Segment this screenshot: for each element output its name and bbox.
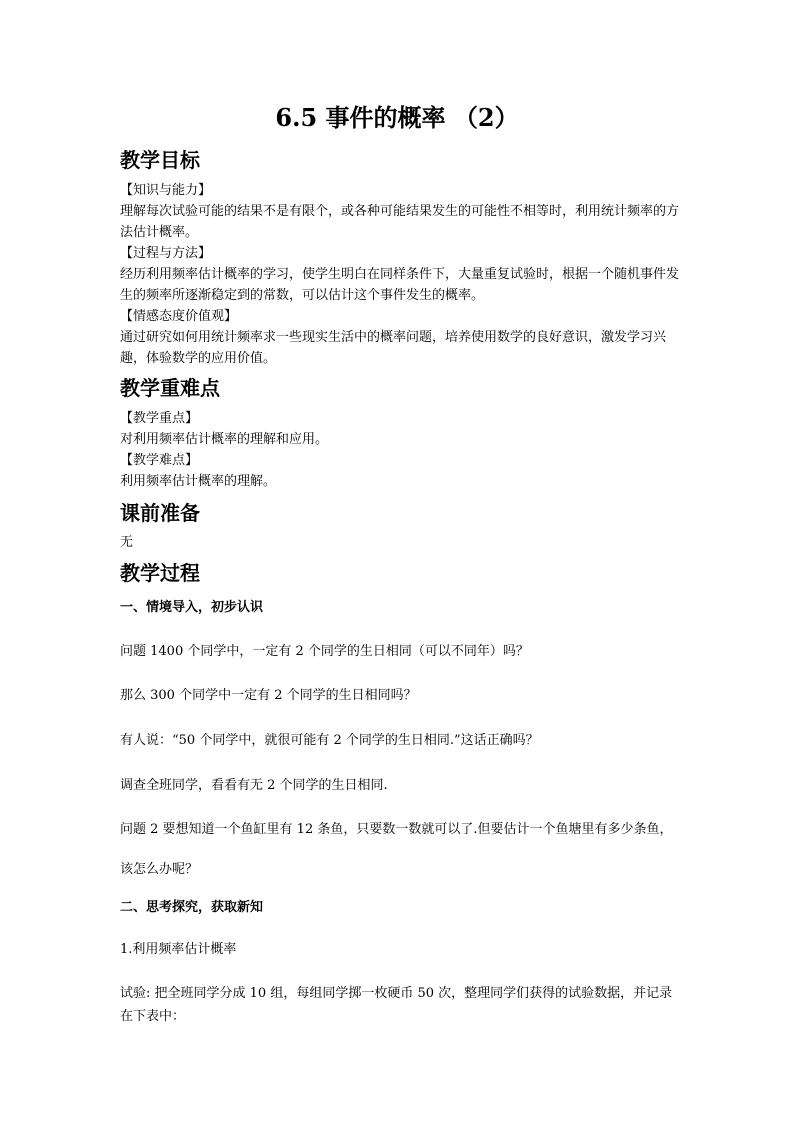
section-heading-process: 教学过程 (120, 561, 200, 585)
part1-title: 一、情境导入，初步认识 (120, 600, 264, 615)
knowledge-label: 【知识与能力】 (120, 183, 212, 198)
question-1c: 有人说：“50 个同学中，就很可能有 2 个同学的生日相同.”这话正确吗？ (120, 733, 539, 748)
question-2: 问题 2 要想知道一个鱼缸里有 12 条鱼，只要数一数就可以了.但要估计一个鱼塘里有多少条鱼，该怎么办呢？ (120, 822, 673, 877)
process-text: 经历利用频率估计概率的学习，使学生明白在同样条件下，大量重复试验时，根据一个随机事件发生的频率所逐渐稳定到的常数，可以估计这个事件发生的概率。 (120, 267, 680, 303)
emotion-text: 通过研究如何用统计频率求一些现实生活中的概率问题，培养使用数学的良好意识，激发学习兴趣，体验数学的应用价值。 (120, 330, 667, 366)
question-1d: 调查全班同学，看看有无 2 个同学的生日相同. (120, 778, 388, 793)
subsection-1-title: 1.利用频率估计概率 (120, 942, 237, 957)
question-1: 问题 1400 个同学中，一定有 2 个同学的生日相同（可以不同年）吗？ (120, 644, 529, 659)
page-title: 6.5 事件的概率 （2） (275, 103, 519, 132)
difficulty-text: 利用频率估计概率的理解。 (120, 474, 277, 489)
knowledge-text: 理解每次试验可能的结果不是有限个，或各种可能结果发生的可能性不相等时，利用统计频率的方法估计概率。 (120, 204, 680, 240)
part2-title: 二、思考探究，获取新知 (120, 900, 264, 915)
preparation-text: 无 (120, 535, 134, 550)
experiment-text: 试验: 把全班同学分成 10 组，每组同学掷一枚硬币 50 次，整理同学们获得的试验数据，并记录在下表中： (120, 986, 673, 1024)
difficulty-label: 【教学难点】 (120, 453, 199, 468)
emotion-label: 【情感态度价值观】 (120, 309, 238, 324)
question-1b: 那么 300 个同学中一定有 2 个同学的生日相同吗？ (120, 688, 417, 703)
process-label: 【过程与方法】 (120, 246, 212, 261)
focus-text: 对利用频率估计概率的理解和应用。 (120, 432, 329, 447)
section-heading-preparation: 课前准备 (120, 501, 200, 525)
focus-label: 【教学重点】 (120, 411, 199, 426)
section-heading-key-points: 教学重难点 (120, 376, 220, 400)
section-heading-goals: 教学目标 (120, 148, 200, 172)
